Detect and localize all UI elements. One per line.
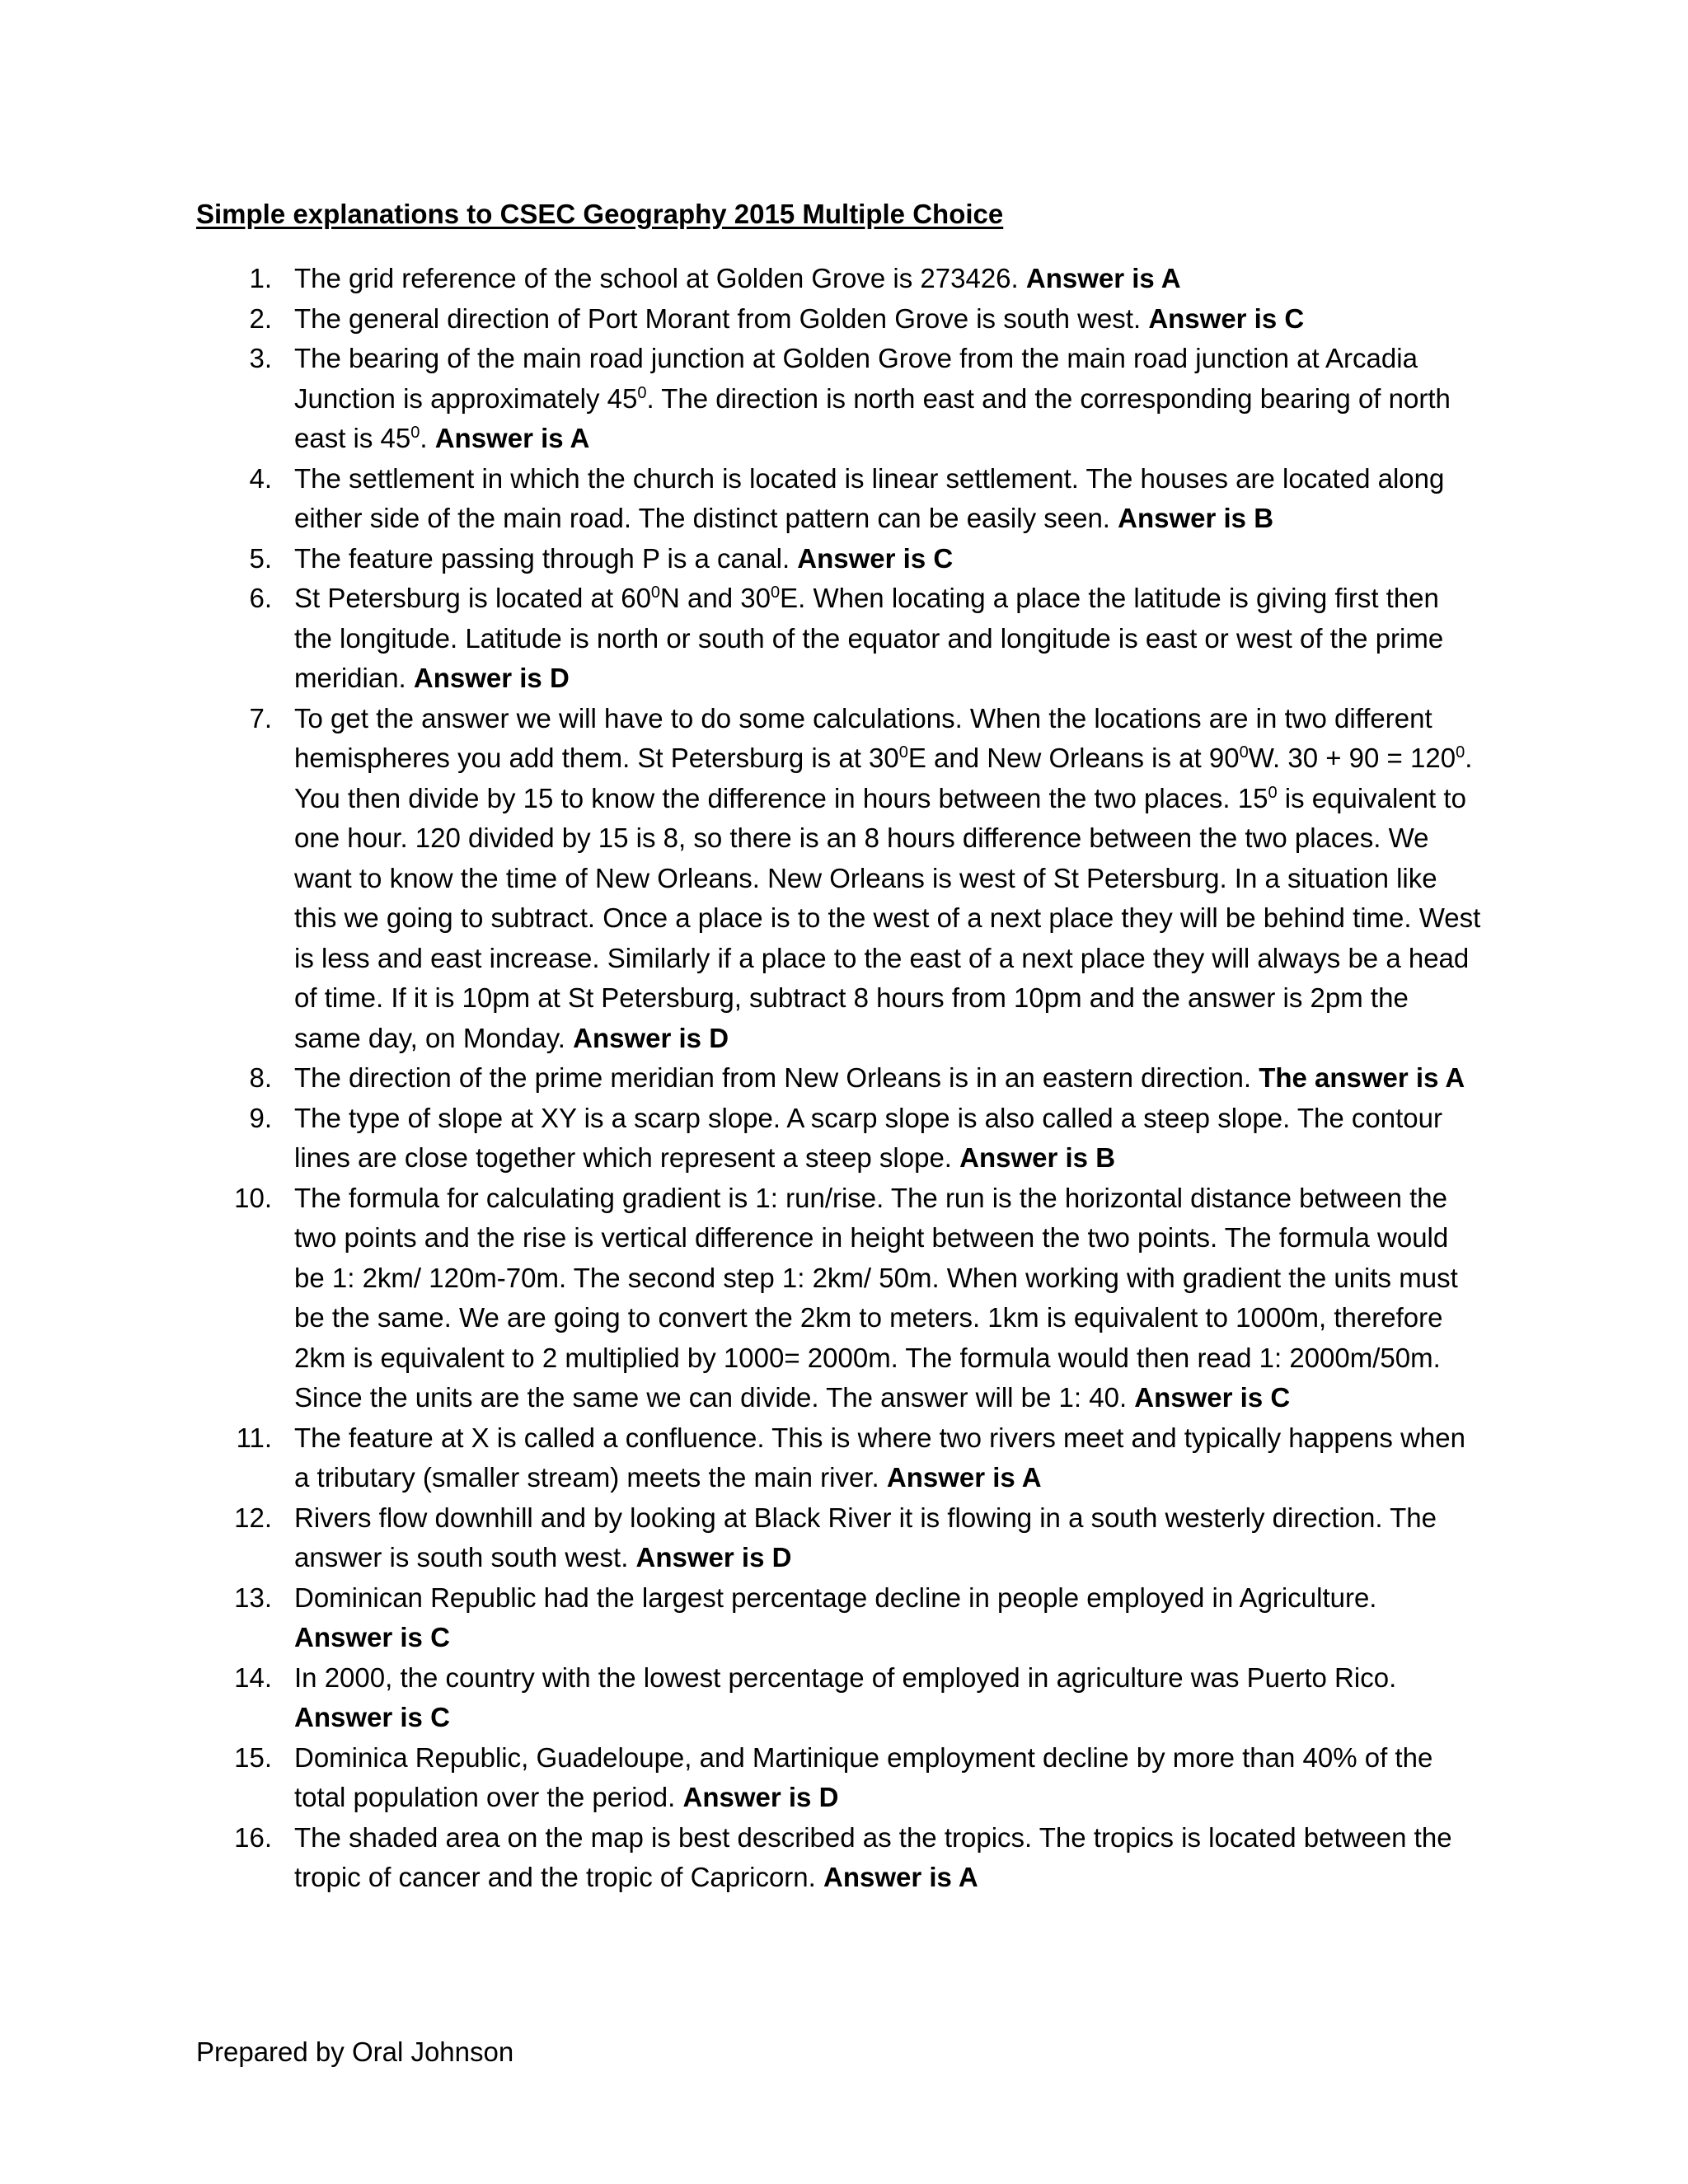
explanation-text: The formula for calculating gradient is 1: run/rise. The run is the horizontal distance between the two points and the rise is vertical difference in height between the two points. The formula would be 1: 2km/ 120m-70m. The second step 1: 2km/ 50m. When working with gradient the units must be the same. We are going to convert the 2km to meters. 1km is equivalent to 1000m, therefore 2km is equivalent to 2 multiplied by 1000= 2000m. The formula would then read 1: 2000m/50m. Since the units are the same we can divide. The answer will be 1: 40. [294, 1182, 1458, 1413]
explanation-text: W. 30 + 90 = 120 [1248, 743, 1456, 773]
list-item [0, 259, 1481, 299]
document-title: Simple explanations to CSEC Geography 2015 Multiple Choice [196, 199, 1004, 229]
explanation-text: The direction of the prime meridian from New Orleans is in an eastern direction. [294, 1062, 1259, 1093]
explanation-text: is equivalent to one hour. 120 divided by 15 is 8, so there is an 8 hours difference between the two places. We want to know the time of New Orleans. New Orleans is west of St Petersburg. In a situation like this we going to subtract. Once a place is to the west of a next place they will be behind time. West is less and east increase. Similarly if a place to the east of a next place they will always be a head of time. If it is 10pm at St Petersburg, subtract 8 hours from 10pm and the answer is 2pm the same day, on Monday. [294, 782, 1481, 1053]
list-item [0, 299, 1481, 340]
explanation-text: The grid reference of the school at Golden Grove is 273426. [294, 263, 1026, 293]
degree-superscript: 0 [1456, 743, 1465, 762]
list-item [0, 1578, 1481, 1658]
item-number: 14. [234, 1661, 272, 1693]
list-item [0, 1179, 1481, 1418]
answer-label: Answer is C [294, 1702, 450, 1732]
answer-label: Answer is A [1025, 263, 1181, 293]
document-footer: Prepared by Oral Johnson [196, 2036, 514, 2067]
explanation-text: In 2000, the country with the lowest percentage of employed in agriculture was Puerto Rico. [294, 1661, 1397, 1693]
answer-label: Answer is A [823, 1862, 978, 1892]
explanation-text: The feature passing through P is a canal. [294, 542, 798, 574]
list-item [0, 1738, 1481, 1818]
explanation-text: The settlement in which the church is located is linear settlement. The houses are located along either side of the main road. The distinct pattern can be easily seen. [294, 462, 1445, 533]
explanation-text: . The direction is north east and the corresponding bearing of north east is 45 [294, 382, 1451, 453]
item-number: 2. [249, 302, 272, 334]
answer-label: Answer is D [635, 1542, 792, 1572]
explanation-text: . [420, 423, 435, 453]
explanation-text: Dominica Republic, Guadeloupe, and Martinique employment decline by more than 40% of the total population over the period. [294, 1741, 1433, 1812]
item-number: 5. [249, 542, 272, 574]
explanation-text: N and 30 [660, 583, 771, 613]
degree-superscript: 0 [770, 583, 781, 602]
degree-superscript: 0 [1268, 783, 1278, 802]
explanation-text: E and New Orleans is at 90 [907, 743, 1240, 773]
list-item [0, 1818, 1481, 1898]
explanation-text: Dominican Republic had the largest percentage decline in people employed in Agriculture. [294, 1582, 1377, 1613]
answer-label: The answer is A [1259, 1062, 1465, 1093]
answer-label: Answer is B [959, 1142, 1116, 1173]
item-number: 9. [249, 1102, 272, 1133]
answer-label: Answer is C [1148, 302, 1305, 334]
explanation-text: St Petersburg is located at 60 [294, 583, 651, 613]
answer-label: Answer is C [1134, 1382, 1291, 1413]
list-item [0, 1658, 1481, 1738]
item-number: 10. [234, 1182, 272, 1213]
answer-label: Answer is B [1118, 503, 1274, 533]
explanation-text: . You then divide by 15 to know the difference in hours between the two places. 15 [294, 743, 1473, 813]
degree-superscript: 0 [650, 583, 661, 602]
answer-label: Answer is D [413, 663, 570, 693]
list-item [0, 459, 1481, 539]
list-item [0, 1418, 1481, 1498]
list-item [0, 1058, 1481, 1099]
explanation-text: The type of slope at XY is a scarp slope. A scarp slope is also called a steep slope. The contour lines are close together which represent a steep slope. [294, 1102, 1442, 1173]
degree-superscript: 0 [410, 424, 420, 442]
explanation-text: The bearing of the main road junction at Golden Grove from the main road junction at Arcadia Junction is approximately 45 [294, 343, 1418, 414]
answer-label: Answer is D [573, 1022, 729, 1053]
item-number: 16. [234, 1821, 272, 1853]
list-item [0, 1099, 1481, 1179]
item-number: 13. [234, 1582, 272, 1613]
list-item [0, 699, 1481, 1059]
explanation-text: To get the answer we will have to do some calculations. When the locations are in two different hemispheres you add them. St Petersburg is at 30 [294, 702, 1432, 773]
list-item [0, 539, 1481, 579]
list-item [0, 1498, 1481, 1578]
item-number: 15. [234, 1741, 272, 1773]
answer-list [0, 259, 1688, 1898]
answer-label: Answer is A [886, 1462, 1042, 1493]
answer-label: Answer is C [797, 542, 954, 574]
answer-label: Answer is D [682, 1782, 839, 1812]
item-number: 3. [249, 343, 272, 373]
list-item [0, 579, 1481, 699]
explanation-text: Rivers flow downhill and by looking at Black River it is flowing in a south westerly direction. The answer is south south west. [294, 1502, 1437, 1572]
item-number: 12. [234, 1502, 272, 1533]
degree-superscript: 0 [898, 743, 908, 762]
item-number: 8. [249, 1062, 272, 1093]
item-number: 11. [236, 1422, 272, 1453]
item-number: 1. [249, 263, 272, 293]
explanation-text: The general direction of Port Morant from Golden Grove is south west. [294, 302, 1149, 334]
explanation-text: The feature at X is called a confluence. This is where two rivers meet and typically happens when a tributary (smaller stream) meets the main river. [294, 1422, 1465, 1493]
degree-superscript: 0 [637, 383, 647, 402]
answer-label: Answer is A [434, 423, 590, 453]
item-number: 6. [249, 583, 272, 613]
answer-label: Answer is C [294, 1622, 450, 1652]
item-number: 7. [249, 702, 272, 733]
degree-superscript: 0 [1239, 743, 1249, 762]
list-item [0, 339, 1481, 459]
item-number: 4. [249, 462, 272, 494]
explanation-text: E. When locating a place the latitude is giving first then the longitude. Latitude is north or south of the equator and longitude is east or west of the prime meridian. [294, 583, 1444, 693]
explanation-text: The shaded area on the map is best described as the tropics. The tropics is located between the tropic of cancer and the tropic of Capricorn. [294, 1821, 1452, 1892]
